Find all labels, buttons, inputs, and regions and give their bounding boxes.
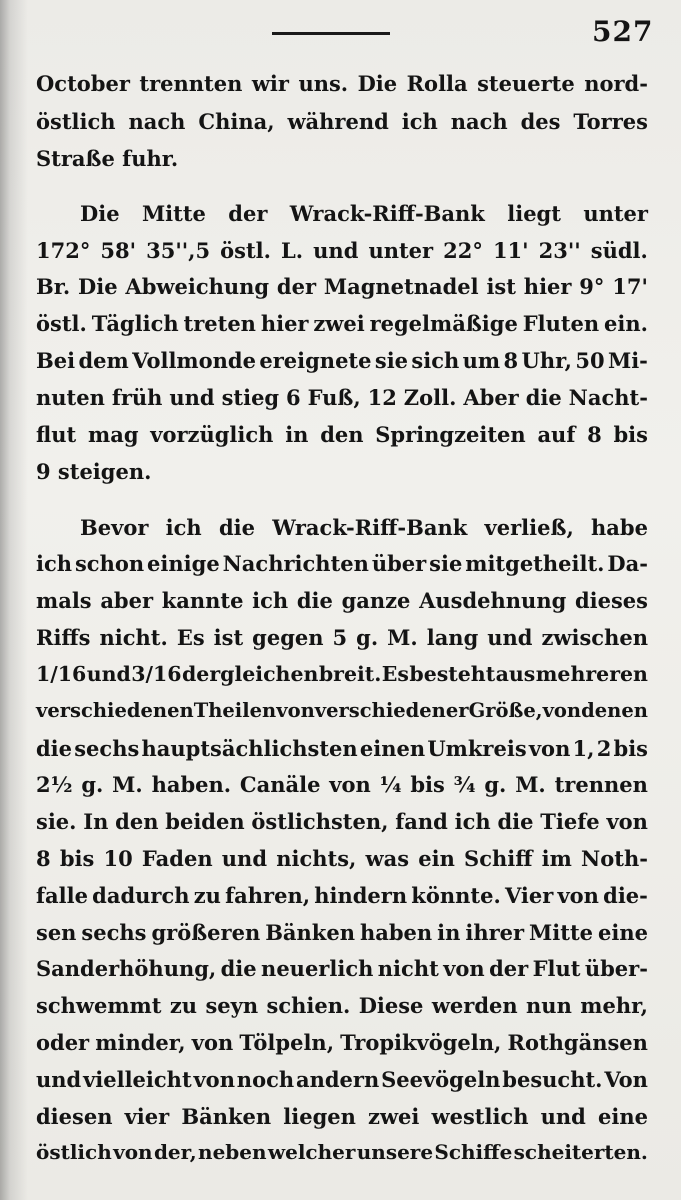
text-line: Die Mitte der Wrack-Riff-Bank liegt unter <box>80 201 648 226</box>
text-line: östlich von der, neben welcher unsere Schiffe scheiterten. <box>36 1140 648 1164</box>
header-rule <box>272 32 390 35</box>
text-line: sen sechs größeren Bänken haben in ihrer Mitte eine <box>36 920 648 945</box>
text-line: oder minder, von Tölpeln, Tropikvögeln, Rothgänsen <box>36 1030 648 1055</box>
text-line: Br. Die Abweichung der Magnetnadel ist hier 9° 17' <box>36 274 648 299</box>
text-line: und vielleicht von noch andern Seevögeln besucht. Von <box>36 1067 648 1092</box>
text-line: östl. Täglich treten hier zwei regelmäßige Fluten ein. <box>36 311 648 336</box>
text-line: ich schon einige Nachrichten über sie mitgetheilt. Da- <box>36 551 648 576</box>
text-line: 2½ g. M. haben. Canäle von ¼ bis ¾ g. M. trennen <box>36 772 648 797</box>
text-line: Riffs nicht. Es ist gegen 5 g. M. lang und zwischen <box>36 625 648 650</box>
text-line: 1/16 und 3/16 dergleichen breit. Es besteht aus mehreren <box>36 662 648 686</box>
text-line: östlich nach China, während ich nach des Torres <box>36 109 648 134</box>
text-line: 8 bis 10 Faden und nichts, was ein Schiff im Noth- <box>36 846 648 871</box>
text-line: mals aber kannte ich die ganze Ausdehnung dieses <box>36 588 648 613</box>
text-line: falle dadurch zu fahren, hindern könnte. Vier von die- <box>36 883 648 908</box>
text-line: Straße fuhr. <box>36 146 179 171</box>
page-number: 527 <box>592 15 654 48</box>
text-line: Sanderhöhung, die neuerlich nicht von der Flut über- <box>36 956 648 981</box>
text-line: Bevor ich die Wrack-Riff-Bank verließ, habe <box>80 515 648 540</box>
text-line: verschiedenen Theilen von verschiedener Größe, von denen <box>36 699 648 722</box>
text-line: 9 steigen. <box>36 459 152 484</box>
text-line: nuten früh und stieg 6 Fuß, 12 Zoll. Aber die Nacht- <box>36 385 648 410</box>
text-line: sie. In den beiden östlichsten, fand ich die Tiefe von <box>36 809 648 834</box>
text-line: October trennten wir uns. Die Rolla steuerte nord- <box>36 71 648 96</box>
text-line: diesen vier Bänken liegen zwei westlich und eine <box>36 1104 648 1129</box>
text-line: Bei dem Vollmonde ereignete sie sich um 8 Uhr, 50 Mi- <box>36 348 648 373</box>
text-line: flut mag vorzüglich in den Springzeiten auf 8 bis <box>36 422 648 447</box>
text-line: schwemmt zu seyn schien. Diese werden nun mehr, <box>36 993 648 1018</box>
text-line: 172° 58' 35'',5 östl. L. und unter 22° 11' 23'' südl. <box>36 238 648 263</box>
text-line: die sechs hauptsächlichsten einen Umkreis von 1, 2 bis <box>36 736 648 761</box>
